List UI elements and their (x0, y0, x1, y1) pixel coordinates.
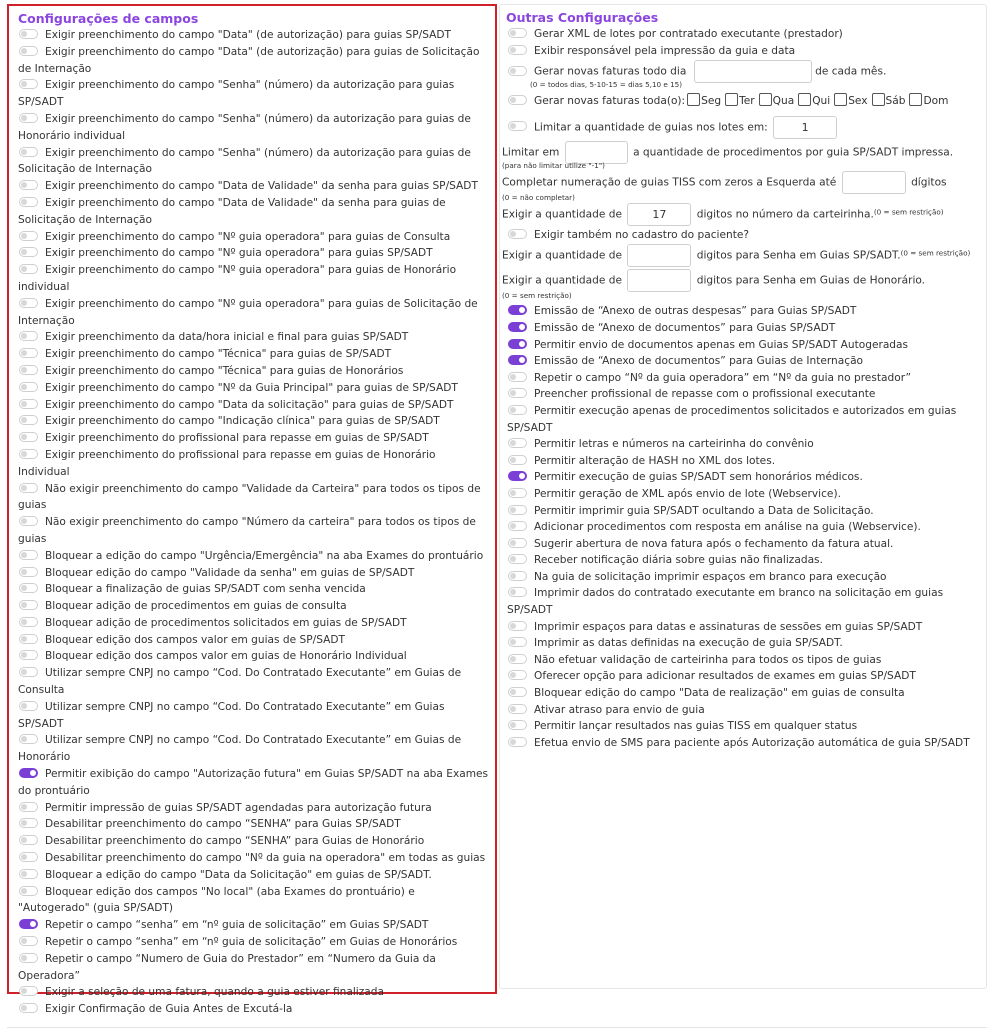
weekday-label: Sex (848, 95, 868, 108)
field-config-option (18, 346, 495, 363)
toggle-switch[interactable] (508, 455, 527, 465)
lot-limit-label: Limitar a quantidade de guias nos lotes em: (534, 121, 768, 134)
honorario-password-label: Exigir a quantidade de (502, 274, 622, 287)
option-label: Exigir preenchimento do campo "Data" (de autorização) para guias SP/SADT (45, 29, 452, 41)
other-config-option (502, 519, 986, 536)
patient-record-label: Exigir também no cadastro do paciente? (534, 228, 750, 241)
option-label: Exigir preenchimento da data/hora inicial e final para guias SP/SADT (45, 331, 409, 344)
toggle-switch[interactable] (508, 637, 527, 647)
field-config-option (18, 615, 495, 632)
toggle-switch[interactable] (508, 45, 527, 55)
toggle-switch[interactable] (508, 305, 527, 315)
other-config-option (502, 718, 986, 735)
card-digits-hint: (0 = sem restrição) (873, 207, 944, 217)
toggle-switch[interactable] (19, 331, 38, 341)
field-config-option (18, 195, 495, 229)
weekday-checkboxes (685, 95, 950, 107)
option-label: Bloquear a edição do campo "Data da Solicitação" em guias de SP/SADT. (45, 868, 432, 881)
sadt-password-row (502, 244, 986, 267)
card-digits-row (502, 203, 986, 226)
other-config-option (507, 26, 986, 43)
field-config-option (18, 329, 495, 346)
option-label: Permitir envio de documentos apenas em Guias SP/SADT Autogeradas (534, 338, 909, 351)
option-label: Sugerir abertura de nova fatura após o fechamento da fatura atual. (534, 537, 894, 550)
invoice-day-toggle[interactable] (508, 66, 527, 76)
option-label: Exigir preenchimento do campo "Nº da Guia Principal" para guias de SP/SADT (45, 381, 458, 394)
zeros-suffix: dígitos (911, 176, 947, 189)
option-label: Exigir preenchimento do profissional para repasse em guias de Honorário Individual (18, 448, 436, 478)
field-config-option (18, 111, 495, 145)
option-label: Repetir o campo “senha” em “nº guia de solicitação” em Guias SP/SADT (45, 919, 429, 932)
option-label: Bloquear edição dos campos "No local" (aba Exames do prontuário) e "Autogerado" (guia SP/SADT) (18, 885, 415, 915)
option-label: Bloquear adição de procedimentos solicitados em guias de SP/SADT (45, 616, 407, 629)
option-label: Permitir exibição do campo "Autorização futura" em Guias SP/SADT na aba Exames do prontuário (18, 768, 489, 797)
invoice-day-input[interactable] (694, 60, 812, 83)
toggle-switch[interactable] (19, 432, 38, 442)
field-config-option (18, 77, 495, 111)
field-config-option (18, 766, 495, 800)
field-config-option (18, 397, 495, 414)
toggle-switch[interactable] (19, 583, 38, 593)
weekday-label: Seg (701, 95, 722, 108)
toggle-switch[interactable] (508, 372, 527, 382)
option-label: Desabilitar preenchimento do campo “SENHA” para Guias SP/SADT (45, 818, 401, 831)
invoice-day-label: Gerar novas faturas todo dia (534, 65, 687, 78)
field-config-option (18, 951, 495, 985)
toggle-switch[interactable] (508, 339, 527, 349)
lot-limit-toggle[interactable] (508, 121, 527, 131)
option-label: Exigir preenchimento do campo "Nº guia operadora" para guias de Honorário individual (18, 264, 457, 293)
field-config-option (18, 363, 495, 380)
option-label: Não exigir preenchimento do campo "Validade da Carteira" para todos os tipos de guias (18, 482, 481, 512)
option-label: Exigir preenchimento do campo "Técnica" para guias de Honorários (45, 364, 404, 377)
toggle-switch[interactable] (19, 247, 38, 257)
option-label: Na guia de solicitação imprimir espaços em branco para execução (534, 570, 887, 583)
option-label: Permitir execução de guias SP/SADT sem honorários médicos. (534, 471, 863, 484)
weekday-checkbox[interactable] (909, 93, 922, 106)
option-label: Exigir preenchimento do campo "Data de Validade" da senha para guias de Solicitação de Internação (18, 196, 446, 226)
option-label: Exigir preenchimento do campo "Técnica" para guias de SP/SADT (45, 348, 392, 361)
field-config-option (18, 833, 495, 850)
toggle-switch[interactable] (19, 667, 38, 677)
option-label: Emissão de “Anexo de documentos” para Guias SP/SADT (534, 321, 836, 334)
card-digits-input[interactable]: 17 (627, 203, 691, 226)
weekday-checkbox[interactable] (834, 93, 847, 106)
toggle-switch[interactable] (508, 388, 527, 398)
sadt-password-label: Exigir a quantidade de (502, 249, 622, 262)
field-config-option (18, 598, 495, 615)
option-label: Bloquear edição dos campos valor em guias de Honorário Individual (45, 650, 407, 663)
field-config-option (18, 917, 495, 934)
field-config-option (18, 548, 495, 565)
other-config-panel (499, 4, 987, 989)
option-label: Permitir imprimir guia SP/SADT ocultando a Data de Solicitação. (534, 504, 874, 517)
option-label: Exigir preenchimento do campo "Senha" (número) da autorização para guias de Honorário individual (18, 112, 471, 142)
toggle-switch[interactable] (19, 516, 38, 526)
option-label: Efetua envio de SMS para paciente após Autorização automática de guia SP/SADT (534, 736, 970, 749)
toggle-switch[interactable] (19, 986, 38, 996)
weekday-checkbox[interactable] (872, 93, 885, 106)
field-config-option (18, 732, 495, 766)
honorario-password-hint: (0 = sem restrição) (502, 291, 572, 301)
option-label: Repetir o campo “Nº da guia operadora” em “Nº da guia no prestador” (534, 371, 911, 384)
toggle-switch[interactable] (508, 737, 527, 747)
field-config-option (18, 262, 495, 296)
toggle-switch[interactable] (19, 298, 38, 308)
weekday-checkbox[interactable] (759, 93, 772, 106)
field-config-option (18, 514, 495, 548)
option-label: Não efetuar validação de carteirinha para todos os tipos de guias (534, 653, 882, 666)
toggle-switch[interactable] (508, 654, 527, 664)
other-config-option (502, 685, 986, 702)
toggle-switch[interactable] (19, 650, 38, 660)
card-digits-suffix: digitos no número da carteirinha. (696, 208, 874, 221)
option-label: Receber notificação diária sobre guias não finalizadas. (534, 554, 823, 567)
proc-limit-suffix: a quantidade de procedimentos por guia SP/SADT impressa. (633, 146, 954, 159)
option-label: Desabilitar preenchimento do campo "Nº da guia na operadora" em todas as guias (45, 852, 486, 865)
other-config-option (502, 303, 986, 320)
other-config-option (502, 652, 986, 669)
field-config-option (18, 800, 495, 817)
toggle-switch[interactable] (508, 720, 527, 730)
toggle-switch[interactable] (19, 483, 38, 493)
weekday-checkbox[interactable] (725, 93, 738, 106)
other-config-option (502, 370, 986, 387)
lot-limit-row (507, 116, 986, 139)
field-config-option (18, 413, 495, 430)
option-label: Permitir alteração de HASH no XML dos lotes. (534, 454, 776, 467)
toggle-switch[interactable] (508, 621, 527, 631)
option-label: Exigir preenchimento do campo "Data da solicitação" para guias de SP/SADT (45, 398, 454, 411)
toggle-switch[interactable] (19, 734, 38, 744)
toggle-switch[interactable] (508, 704, 527, 714)
option-label: Bloquear edição do campo "Data de realização" em guias de consulta (534, 687, 905, 700)
option-label: Exigir a seleção de uma fatura, quando a guia estiver finalizada (45, 986, 384, 999)
field-config-option (18, 178, 495, 195)
other-config-option (502, 403, 986, 436)
patient-record-toggle[interactable] (508, 229, 527, 239)
other-config-option (502, 469, 986, 486)
toggle-switch[interactable] (19, 852, 38, 862)
toggle-switch[interactable] (19, 617, 38, 627)
other-config-option (502, 635, 986, 652)
toggle-switch[interactable] (508, 587, 527, 597)
option-label: Adicionar procedimentos com resposta em análise na guia (Webservice). (534, 521, 921, 534)
option-label: Desabilitar preenchimento do campo “SENHA” para Guias de Honorário (45, 835, 425, 848)
option-label: Gerar XML de lotes por contratado executante (prestador) (534, 28, 843, 40)
toggle-switch[interactable] (19, 886, 38, 896)
toggle-switch[interactable] (508, 488, 527, 498)
invoice-weekday-toggle[interactable] (508, 95, 527, 105)
weekday-label: Sáb (885, 95, 906, 108)
weekday-label: Qua (772, 95, 795, 108)
field-config-option (18, 430, 495, 447)
other-config-option (502, 569, 986, 586)
field-config-option (18, 884, 495, 918)
toggle-switch[interactable] (19, 113, 38, 123)
toggle-switch[interactable] (19, 399, 38, 409)
other-config-option (507, 43, 986, 60)
toggle-switch[interactable] (19, 835, 38, 845)
weekday-label: Qui (812, 95, 831, 108)
field-config-option (18, 816, 495, 833)
option-label: Bloquear edição do campo "Validade da senha" em guias de SP/SADT (45, 566, 415, 579)
field-config-panel (7, 4, 497, 1016)
option-label: Exigir preenchimento do profissional para repasse em guias de SP/SADT (45, 432, 429, 445)
zeros-hint: (0 = não completar) (502, 192, 575, 202)
sadt-password-hint: (0 = sem restrição) (900, 248, 971, 258)
field-config-option (18, 565, 495, 582)
zeros-row (502, 171, 986, 194)
toggle-switch[interactable] (19, 147, 38, 157)
option-label: Exigir Confirmação de Guia Antes de Excutá-la (45, 1003, 293, 1016)
toggle-switch[interactable] (19, 382, 38, 392)
toggle-switch[interactable] (19, 231, 38, 241)
other-config-option (502, 536, 986, 553)
toggle-switch[interactable] (19, 869, 38, 879)
option-label: Exigir preenchimento do campo "Senha" (número) da autorização para guias de Solicitação de Internação (18, 146, 471, 176)
toggle-switch[interactable] (508, 687, 527, 697)
toggle-switch[interactable] (19, 197, 38, 207)
patient-record-row (507, 227, 986, 244)
sadt-password-suffix: digitos para Senha em Guias SP/SADT. (696, 249, 901, 262)
toggle-switch[interactable] (19, 550, 38, 560)
option-label: Exigir preenchimento do campo "Senha" (número) da autorização para guias SP/SADT (18, 79, 455, 109)
option-label: Exigir preenchimento do campo "Nº guia operadora" para guias de Solicitação de Internação (18, 297, 478, 327)
lot-limit-input[interactable]: 1 (773, 116, 837, 139)
field-config-option (18, 934, 495, 951)
field-config-option (18, 850, 495, 867)
option-label: Imprimir as datas definidas na execução de guia SP/SADT. (534, 637, 843, 650)
field-config-option (18, 380, 495, 397)
invoice-weekday-row (507, 93, 986, 110)
option-label: Não exigir preenchimento do campo "Número da carteira" para todos os tipos de guias (18, 516, 476, 545)
toggle-switch[interactable] (508, 471, 527, 481)
toggle-switch[interactable] (508, 538, 527, 548)
other-config-option (502, 320, 986, 337)
invoice-day-suffix: de cada mês. (815, 65, 887, 78)
other-config-options (502, 303, 986, 751)
field-config-option (18, 699, 495, 733)
weekday-label: Ter (739, 95, 755, 108)
toggle-switch[interactable] (508, 438, 527, 448)
field-config-option (18, 581, 495, 598)
toggle-switch[interactable] (19, 348, 38, 358)
other-config-option (502, 486, 986, 503)
invoice-day-hint: (0 = todos dias, 5-10-15 = dias 5,10 e 15) (530, 80, 683, 90)
page-divider (7, 1027, 987, 1028)
option-label: Ativar atraso para envio de guia (534, 703, 705, 716)
option-label: Permitir execução apenas de procedimentos solicitados e autorizados em guias SP/SADT (507, 404, 957, 434)
option-label: Repetir o campo “Numero de Guia do Prestador” em “Numero da Guia da Operadora” (18, 952, 436, 982)
toggle-switch[interactable] (19, 365, 38, 375)
option-label: Permitir lançar resultados nas guias TISS em qualquer status (534, 720, 858, 733)
toggle-switch[interactable] (508, 554, 527, 564)
toggle-switch[interactable] (19, 415, 38, 425)
option-label: Bloquear adição de procedimentos em guias de consulta (45, 600, 347, 613)
sadt-password-input[interactable] (627, 244, 691, 267)
field-config-option (18, 481, 495, 515)
toggle-switch[interactable] (19, 79, 38, 89)
weekday-checkbox[interactable] (687, 93, 700, 106)
toggle-switch[interactable] (19, 1003, 38, 1013)
invoice-day-row (507, 60, 986, 83)
toggle-switch[interactable] (19, 919, 38, 929)
option-label: Exigir preenchimento do campo "Nº guia operadora" para guias de Consulta (45, 230, 451, 243)
other-config-option (502, 386, 986, 403)
field-config-options (18, 27, 495, 1018)
option-label: Exigir preenchimento do campo "Nº guia operadora" para guias SP/SADT (45, 247, 433, 260)
option-label: Utilizar sempre CNPJ no campo “Cod. Do Contratado Executante” em Guias de Consulta (18, 667, 462, 697)
field-config-option (18, 44, 495, 78)
toggle-switch[interactable] (19, 701, 38, 711)
other-config-option (502, 337, 986, 354)
other-config-option (502, 619, 986, 636)
option-label: Utilizar sempre CNPJ no campo “Cod. Do Contratado Executante” em Guias SP/SADT (18, 700, 445, 730)
toggle-switch[interactable] (19, 180, 38, 190)
option-label: Utilizar sempre CNPJ no campo “Cod. Do Contratado Executante” em Guias de Honorário (18, 734, 462, 764)
field-config-option (18, 632, 495, 649)
card-digits-label: Exigir a quantidade de (502, 208, 622, 221)
option-label: Exigir preenchimento do campo "Data de Validade" da senha para guias SP/SADT (45, 180, 478, 193)
weekday-checkbox[interactable] (798, 93, 811, 106)
toggle-switch[interactable] (508, 28, 527, 38)
other-config-title: Outras Configurações (506, 10, 659, 25)
toggle-switch[interactable] (508, 571, 527, 581)
option-label: Emissão de “Anexo de outras despesas” para Guias SP/SADT (534, 305, 857, 318)
option-label: Bloquear edição dos campos valor em guias de SP/SADT (45, 633, 345, 646)
other-config-option (502, 702, 986, 719)
field-config-option (18, 229, 495, 246)
option-label: Permitir letras e números na carteirinha do convênio (534, 438, 814, 451)
zeros-label: Completar numeração de guias TISS com zeros a Esquerda até (502, 176, 837, 189)
proc-limit-hint: (para não limitar utilize "-1") (502, 160, 605, 170)
toggle-switch[interactable] (19, 802, 38, 812)
toggle-switch[interactable] (508, 355, 527, 365)
option-label: Exigir preenchimento do campo "Indicação clínica" para guias de SP/SADT (45, 415, 440, 428)
field-config-option (18, 665, 495, 699)
option-label: Bloquear a finalização de guias SP/SADT com senha vencida (45, 583, 366, 596)
toggle-switch[interactable] (508, 670, 527, 680)
other-config-top-options (502, 26, 986, 59)
other-config-option (502, 503, 986, 520)
field-config-option (18, 984, 495, 1001)
option-label: Repetir o campo “senha” em “nº guia de solicitação” em Guias de Honorários (45, 936, 458, 949)
option-label: Imprimir espaços para datas e assinaturas de sessões em guias SP/SADT (534, 620, 923, 633)
option-label: Exibir responsável pela impressão da guia e data (534, 44, 796, 57)
toggle-switch[interactable] (19, 29, 38, 39)
toggle-switch[interactable] (19, 264, 38, 274)
toggle-switch[interactable] (19, 953, 38, 963)
zeros-input[interactable] (842, 171, 906, 194)
field-config-title: Configurações de campos (18, 11, 199, 26)
toggle-switch[interactable] (19, 600, 38, 610)
option-label: Permitir impressão de guias SP/SADT agendadas para autorização futura (45, 801, 432, 814)
toggle-switch[interactable] (508, 505, 527, 515)
field-config-option (18, 245, 495, 262)
other-config-option (502, 668, 986, 685)
option-label: Imprimir dados do contratado executante em branco na solicitação em guias SP/SADT (507, 587, 944, 617)
toggle-switch[interactable] (508, 322, 527, 332)
other-config-option (502, 585, 986, 618)
toggle-switch[interactable] (19, 449, 38, 459)
other-config-option (502, 453, 986, 470)
toggle-switch[interactable] (19, 567, 38, 577)
toggle-switch[interactable] (19, 936, 38, 946)
option-label: Bloquear a edição do campo "Urgência/Emergência" na aba Exames do prontuário (45, 549, 484, 562)
toggle-switch[interactable] (19, 768, 38, 778)
honorario-password-suffix: digitos para Senha em Guias de Honorário. (696, 274, 926, 287)
honorario-password-input[interactable] (627, 269, 691, 292)
toggle-switch[interactable] (19, 46, 38, 56)
option-label: Emissão de “Anexo de documentos” para Guias de Internação (534, 355, 864, 368)
weekday-label: Dom (923, 95, 949, 108)
field-config-option (18, 867, 495, 884)
invoice-weekday-label: Gerar novas faturas toda(o): (534, 95, 686, 108)
field-config-option (18, 1001, 495, 1018)
field-config-option (18, 27, 495, 44)
proc-limit-label: Limitar em (502, 146, 560, 159)
honorario-password-row (502, 269, 986, 292)
field-config-option (18, 648, 495, 665)
option-label: Oferecer opção para adicionar resultados de exames em guias SP/SADT (534, 670, 916, 683)
option-label: Permitir geração de XML após envio de lote (Webservice). (534, 487, 841, 500)
option-label: Exigir preenchimento do campo "Data" (de autorização) para guias de Solicitação de Internação (18, 45, 480, 75)
other-config-option (502, 735, 986, 752)
toggle-switch[interactable] (19, 634, 38, 644)
toggle-switch[interactable] (19, 818, 38, 828)
toggle-switch[interactable] (508, 521, 527, 531)
option-label: Preencher profissional de repasse com o profissional executante (534, 388, 876, 401)
other-config-option (502, 436, 986, 453)
field-config-option (18, 296, 495, 330)
other-config-option (502, 552, 986, 569)
other-config-option (502, 353, 986, 370)
field-config-option (18, 145, 495, 179)
field-config-option (18, 447, 495, 481)
toggle-switch[interactable] (508, 405, 527, 415)
